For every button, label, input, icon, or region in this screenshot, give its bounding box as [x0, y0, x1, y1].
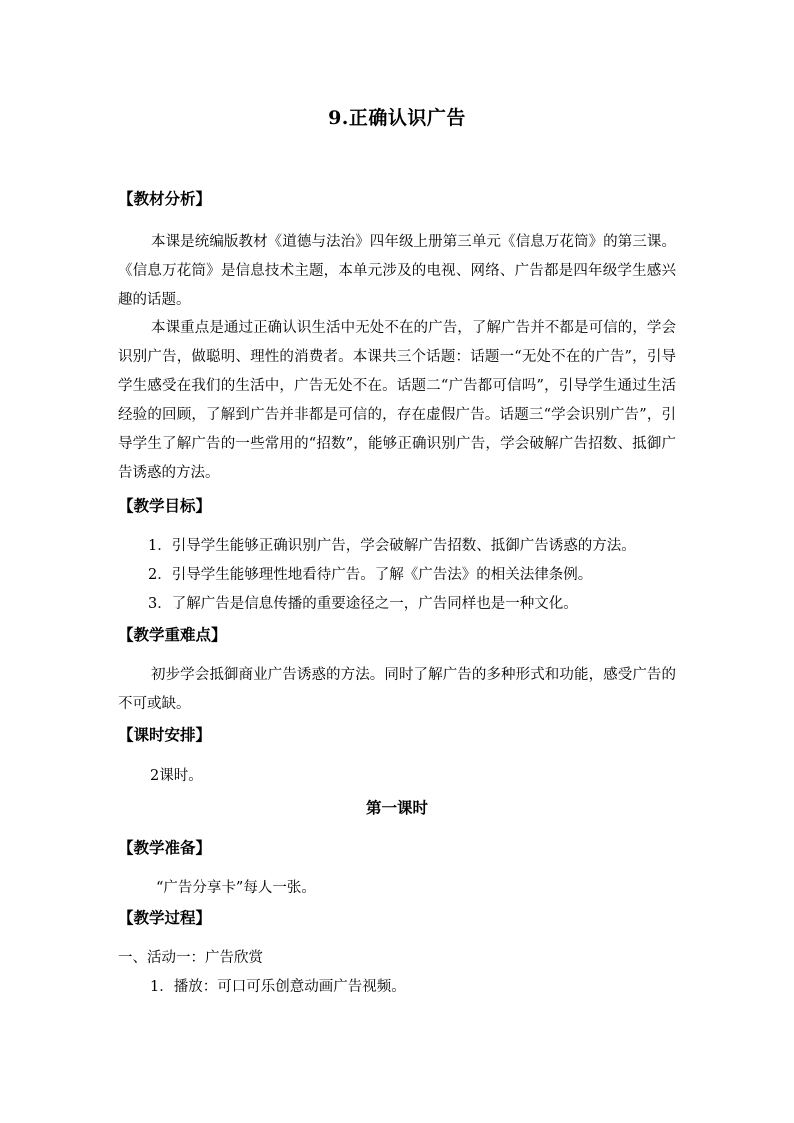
- activity-one-step-1: 1．播放：可口可乐创意动画广告视频。: [150, 979, 406, 995]
- heading-preparation: 【教学准备】: [118, 838, 212, 857]
- paragraph-key-points: 初步学会抵御商业广告诱惑的方法。同时了解广告的多种形式和功能，感受广告的不可或缺。: [118, 667, 676, 712]
- goal-item-2: 2．引导学生能够理性地看待广告。了解《广告法》的相关法律条例。: [148, 567, 593, 583]
- heading-schedule: 【课时安排】: [118, 725, 212, 744]
- schedule-text: 2课时。: [150, 768, 203, 784]
- paragraph-textbook-analysis-2: 本课重点是通过正确认识生活中无处不在的广告，了解广告并不都是可信的，学会识别广告，做聪明、理性的消费者。本课共三个话题：话题一“无处不在的广告”，引导学生感受在我们的生活中，广告无处不在。话题二“广告都可信吗”，引导学生通过生活经验的回顾，了解到广告并非都是可信的，存在虚假广告。话题三“学会识别广告”，引导学生了解广告的一些常用的“招数”，能够正确识别广告，学会破解广告招数、抵御广告诱惑的方法。: [118, 320, 676, 481]
- heading-textbook-analysis: 【教材分析】: [118, 189, 212, 208]
- goal-item-1: 1．引导学生能够正确识别广告，学会破解广告招数、抵御广告诱惑的方法。: [148, 538, 636, 554]
- paragraph-textbook-analysis-1: 本课是统编版教材《道德与法治》四年级上册第三单元《信息万花筒》的第三课。《信息万花筒》是信息技术主题，本单元涉及的电视、网络、广告都是四年级学生感兴趣的话题。: [118, 234, 676, 308]
- heading-process: 【教学过程】: [118, 908, 212, 927]
- preparation-text: “广告分享卡”每人一张。: [156, 880, 316, 896]
- activity-one: 一、活动一：广告欣赏: [118, 950, 263, 966]
- heading-key-points: 【教学重难点】: [118, 625, 227, 644]
- goal-item-3: 3．了解广告是信息传播的重要途径之一，广告同样也是一种文化。: [148, 596, 578, 612]
- lesson-one-subheading: 第一课时: [365, 798, 428, 817]
- heading-teaching-goals: 【教学目标】: [118, 496, 212, 515]
- document-title: 9.正确认识广告: [328, 107, 466, 129]
